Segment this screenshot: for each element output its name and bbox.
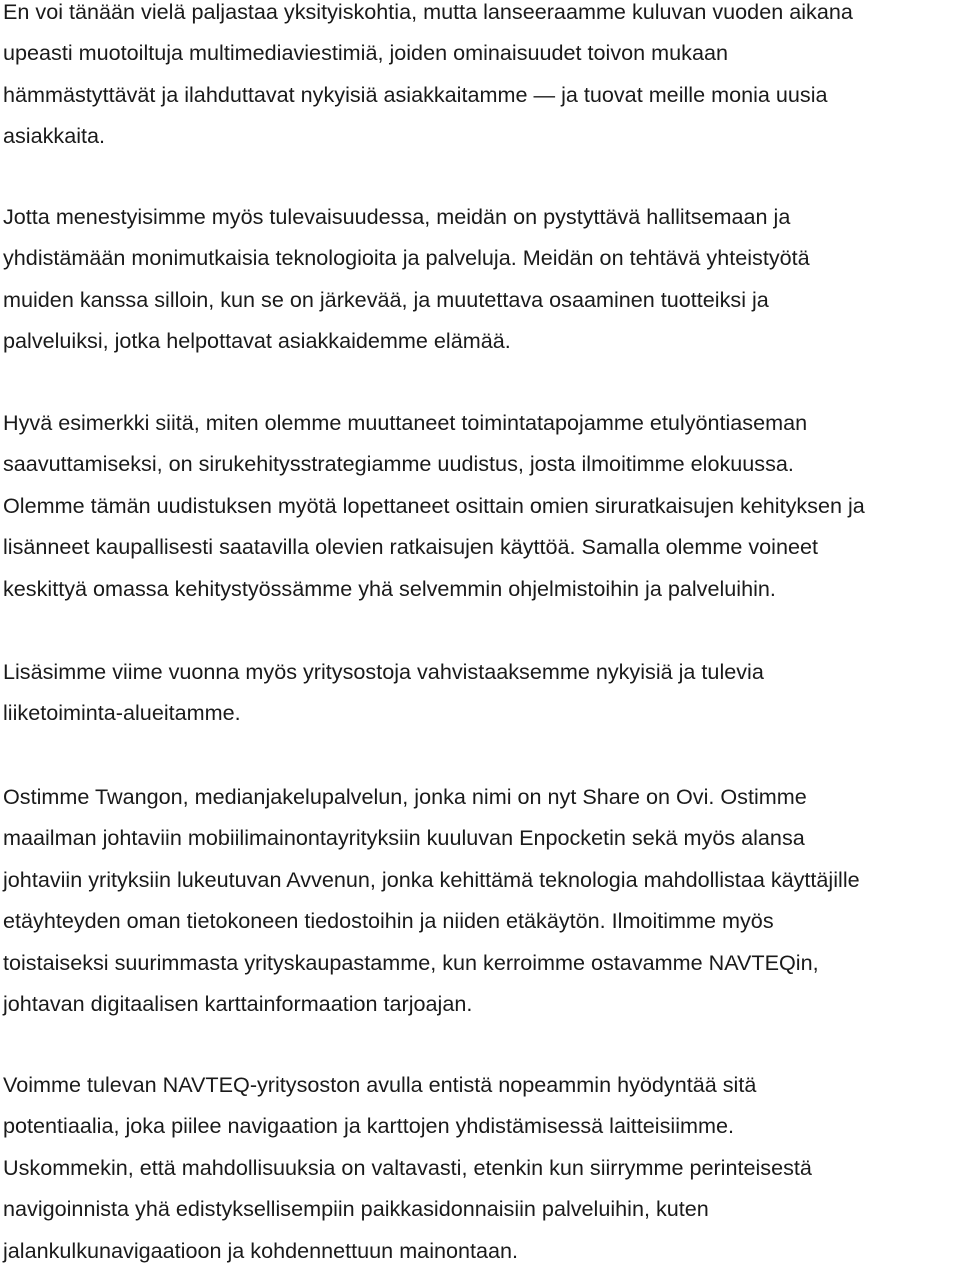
text-line: Jotta menestyisimme myös tulevaisuudessa, meidän on pystyttävä hallitsemaan ja xyxy=(3,204,791,229)
text-line: lisänneet kaupallisesti saatavilla olevien ratkaisujen käyttöä. Samalla olemme voineet xyxy=(3,534,819,560)
text-line: maailman johtaviin mobiilimainontayrityksiin kuuluvan Enpocketin sekä myös alansa xyxy=(3,825,805,851)
text-line: etäyhteyden oman tietokoneen tiedostoihin ja niiden etäkäytön. Ilmoitimme myös xyxy=(3,908,774,934)
paragraph-6 xyxy=(3,1064,812,1271)
text-line: johtavan digitaalisen karttainformaation tarjoajan. xyxy=(3,990,473,1016)
text-line: Uskommekin, että mahdollisuuksia on valtavasti, etenkin kun siirrymme perinteisestä xyxy=(3,1154,812,1180)
paragraph-5 xyxy=(3,776,860,1024)
text-line: jalankulkunavigaatioon ja kohdennettuun mainontaan. xyxy=(3,1237,519,1263)
text-line: Olemme tämän uudistuksen myötä lopettaneet osittain omien siruratkaisujen kehityksen ja xyxy=(3,492,865,518)
paragraph-3 xyxy=(3,402,865,609)
text-line: En voi tänään vielä paljastaa yksityiskohtia, mutta lanseeraamme kuluvan vuoden aikana xyxy=(3,0,853,24)
text-line: toistaiseksi suurimmasta yrityskaupastamme, kun kerroimme ostavamme NAVTEQin, xyxy=(3,949,819,975)
text-line: saavuttamiseksi, on sirukehitysstrategiamme uudistus, josta ilmoitimme elokuussa. xyxy=(3,451,794,477)
text-line: asiakkaita. xyxy=(3,123,106,149)
text-line: Voimme tulevan NAVTEQ-yritysoston avulla entistä nopeammin hyödyntää sitä xyxy=(3,1072,757,1097)
text-line: liiketoiminta-alueitamme. xyxy=(3,700,241,726)
text-line: palveluiksi, jotka helpottavat asiakkaidemme elämää. xyxy=(3,328,511,354)
paragraph-1 xyxy=(3,0,853,157)
text-line: Hyvä esimerkki siitä, miten olemme muuttaneet toimintatapojamme etulyöntiaseman xyxy=(3,410,808,435)
text-line: Ostimme Twangon, medianjakelupalvelun, jonka nimi on nyt Share on Ovi. Ostimme xyxy=(3,784,807,809)
paragraph-2 xyxy=(3,196,810,362)
text-line: keskittyä omassa kehitystyössämme yhä selvemmin ohjelmistoihin ja palveluihin. xyxy=(3,575,776,601)
text-line: yhdistämään monimutkaisia teknologioita ja palveluja. Meidän on tehtävä yhteistyötä xyxy=(3,245,810,271)
text-line: muiden kanssa silloin, kun se on järkevää, ja muutettava osaaminen tuotteiksi ja xyxy=(3,286,769,312)
text-line: upeasti muotoiltuja multimediaviestimiä, joiden ominaisuudet toivon mukaan xyxy=(3,40,728,66)
text-line: johtaviin yrityksiin lukeutuvan Avvenun, jonka kehittämä teknologia mahdollistaa käyttäjille xyxy=(3,866,860,892)
text-line: hämmästyttävät ja ilahduttavat nykyisiä asiakkaitamme — ja tuovat meille monia uusia xyxy=(3,81,828,107)
text-line: potentiaalia, joka piilee navigaation ja karttojen yhdistämisessä laitteisiimme. xyxy=(3,1113,734,1139)
text-line: navigoinnista yhä edistyksellisempiin paikkasidonnaisiin palveluihin, kuten xyxy=(3,1196,709,1222)
paragraph-4 xyxy=(3,651,764,734)
text-line: Lisäsimme viime vuonna myös yritysostoja vahvistaaksemme nykyisiä ja tulevia xyxy=(3,659,764,684)
